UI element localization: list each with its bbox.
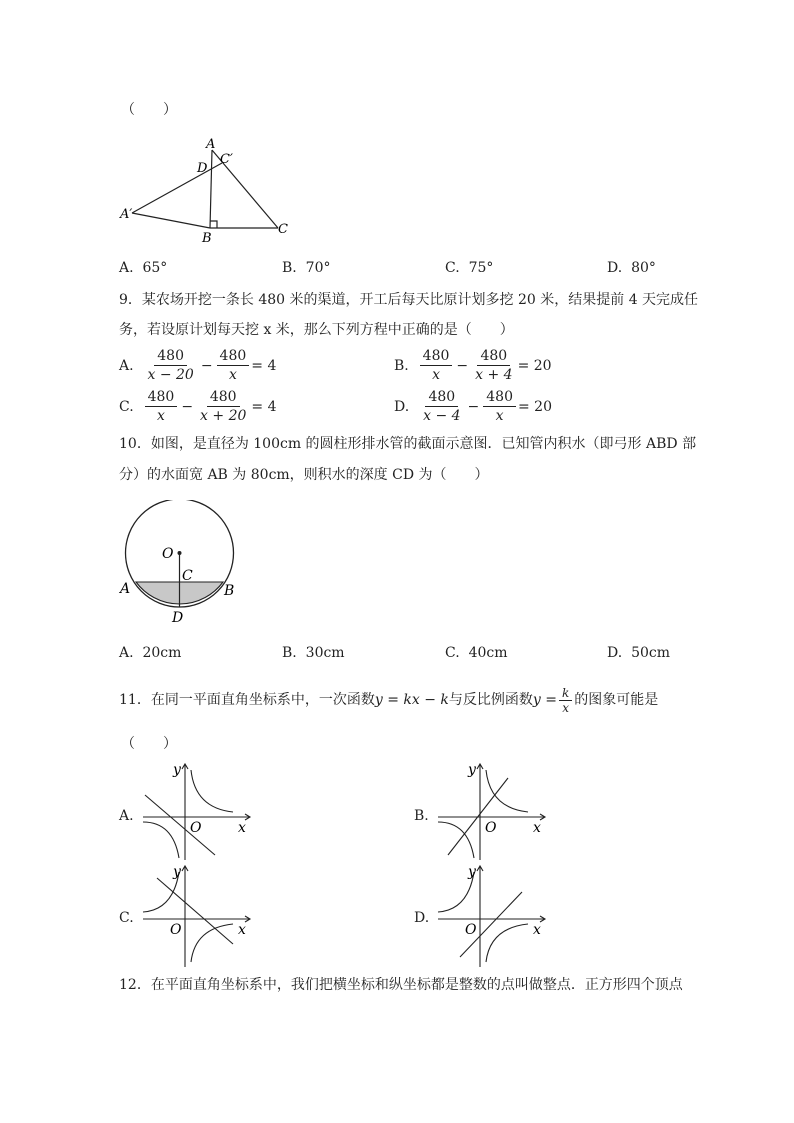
minus-sign: − bbox=[181, 398, 194, 415]
origin-label: O bbox=[485, 820, 497, 836]
option-letter: D. bbox=[607, 260, 623, 276]
q12-line1: 12．在平面直角坐标系中，我们把横坐标和纵坐标都是整数的点叫做整点．正方形四个顶点 bbox=[119, 977, 683, 993]
option-text: 30cm bbox=[305, 645, 345, 661]
option-letter: A. bbox=[119, 260, 134, 276]
frac-den: x bbox=[432, 367, 440, 383]
axis-label-x: x bbox=[533, 922, 541, 938]
q11-option-a-letter[interactable]: A. bbox=[119, 808, 134, 824]
q10-figure bbox=[112, 500, 252, 630]
q9-option-b[interactable] bbox=[394, 347, 552, 384]
minus-sign: − bbox=[456, 357, 469, 374]
option-letter: D. bbox=[394, 398, 410, 415]
label-B: B bbox=[224, 583, 235, 599]
option-letter: C. bbox=[119, 398, 134, 415]
q8-option-b[interactable] bbox=[282, 258, 330, 278]
option-letter: B. bbox=[394, 357, 409, 374]
frac-den: x + 4 bbox=[475, 367, 513, 383]
q8-figure bbox=[110, 130, 300, 245]
option-text: 40cm bbox=[468, 645, 508, 661]
frac-num: 480 bbox=[145, 388, 178, 407]
axis-label-y: y bbox=[173, 762, 181, 778]
option-letter: A. bbox=[119, 645, 134, 661]
q11-func2-lhs: y = bbox=[532, 692, 557, 708]
q10-option-b[interactable] bbox=[282, 643, 345, 663]
label-D: D bbox=[172, 610, 184, 626]
frac-den: x bbox=[228, 367, 237, 383]
frac-num: 480 bbox=[477, 347, 510, 366]
axis-label-x: x bbox=[238, 922, 246, 938]
option-text: 80° bbox=[631, 260, 656, 276]
frac-den: x + 20 bbox=[200, 408, 247, 424]
q11-prefix: 11．在同一平面直角坐标系中，一次函数 bbox=[119, 692, 375, 708]
q11-option-c-letter[interactable]: C. bbox=[119, 910, 134, 926]
frac-num: k bbox=[559, 686, 572, 701]
origin-label: O bbox=[170, 922, 182, 938]
frac-den: x bbox=[156, 408, 165, 424]
axis-label-x: x bbox=[533, 820, 541, 836]
q9-option-a[interactable] bbox=[119, 347, 276, 384]
option-text: 65° bbox=[142, 260, 168, 276]
q10-option-d[interactable] bbox=[607, 643, 670, 663]
q10-line2: 分）的水面宽 AB 为 80cm，则积水的深度 CD 为（ ） bbox=[119, 467, 489, 483]
equation-rhs: = 20 bbox=[518, 398, 552, 415]
label-A-prime: A′ bbox=[120, 207, 133, 222]
frac-den: x − 20 bbox=[147, 367, 194, 383]
axis-label-y: y bbox=[468, 864, 476, 880]
option-letter: C. bbox=[445, 260, 460, 276]
option-text: 50cm bbox=[631, 645, 671, 661]
q9-line1: 9．某农场开挖一条长 480 米的渠道，开工后每天比原计划多挖 20 米，结果提前 4 天完成任 bbox=[119, 292, 699, 308]
frac-num: 480 bbox=[425, 388, 458, 407]
q8-blank: （ ） bbox=[121, 102, 177, 118]
q11-graph-b bbox=[430, 760, 550, 865]
frac-num: 480 bbox=[207, 388, 240, 407]
q11-stem bbox=[119, 684, 658, 716]
q10-option-a[interactable] bbox=[119, 643, 181, 663]
q11-graph-d bbox=[430, 862, 550, 972]
option-letter: A. bbox=[119, 357, 134, 374]
minus-sign: − bbox=[467, 398, 480, 415]
option-text: 75° bbox=[468, 260, 494, 276]
label-A: A bbox=[206, 137, 216, 152]
axis-label-y: y bbox=[468, 762, 476, 778]
frac-num: 480 bbox=[154, 347, 187, 366]
axis-label-y: y bbox=[173, 864, 181, 880]
option-letter: B. bbox=[282, 260, 297, 276]
q11-suffix: 的图象可能是 bbox=[574, 692, 659, 708]
option-text: 20cm bbox=[142, 645, 182, 661]
q9-option-c[interactable] bbox=[119, 388, 276, 425]
equation-rhs: = 4 bbox=[251, 398, 277, 415]
q11-option-b-letter[interactable]: B. bbox=[414, 808, 429, 824]
frac-den: x bbox=[495, 408, 504, 424]
label-C-prime: C′ bbox=[220, 152, 233, 167]
q8-option-c[interactable] bbox=[445, 258, 493, 278]
frac-num: 480 bbox=[217, 347, 250, 366]
q10-option-c[interactable] bbox=[445, 643, 508, 663]
label-D: D bbox=[197, 161, 208, 176]
q8-option-a[interactable] bbox=[119, 258, 167, 278]
axis-label-x: x bbox=[238, 820, 246, 836]
q9-option-d[interactable] bbox=[394, 388, 552, 425]
label-O: O bbox=[162, 546, 174, 562]
origin-label: O bbox=[190, 820, 202, 836]
frac-den: x − 4 bbox=[423, 408, 461, 424]
label-A: A bbox=[120, 581, 131, 597]
q11-graph-a bbox=[135, 760, 255, 865]
option-letter: C. bbox=[445, 645, 460, 661]
option-letter: D. bbox=[607, 645, 623, 661]
q8-option-d[interactable] bbox=[607, 258, 656, 278]
q11-option-d-letter[interactable]: D. bbox=[414, 910, 430, 926]
equation-rhs: = 20 bbox=[517, 357, 552, 374]
q11-blank: （ ） bbox=[121, 736, 177, 752]
option-text: 70° bbox=[305, 260, 331, 276]
q9-line2: 务，若设原计划每天挖 x 米，那么下列方程中正确的是（ ） bbox=[119, 322, 514, 338]
label-B: B bbox=[202, 231, 212, 245]
label-C: C bbox=[182, 568, 193, 584]
q10-line1: 10．如图，是直径为 100cm 的圆柱形排水管的截面示意图．已知管内积水（即弓形 ABD 部 bbox=[119, 436, 697, 452]
option-letter: B. bbox=[282, 645, 297, 661]
frac-num: 480 bbox=[483, 388, 516, 407]
frac-num: 480 bbox=[420, 347, 453, 366]
equation-rhs: = 4 bbox=[251, 357, 277, 374]
q11-middle: 与反比例函数 bbox=[448, 692, 533, 708]
q11-func1: y = kx − k bbox=[374, 692, 449, 708]
label-C: C bbox=[278, 222, 288, 237]
origin-label: O bbox=[465, 922, 477, 938]
minus-sign: − bbox=[200, 357, 213, 374]
frac-den: x bbox=[562, 700, 569, 715]
q11-graph-c bbox=[135, 862, 255, 972]
